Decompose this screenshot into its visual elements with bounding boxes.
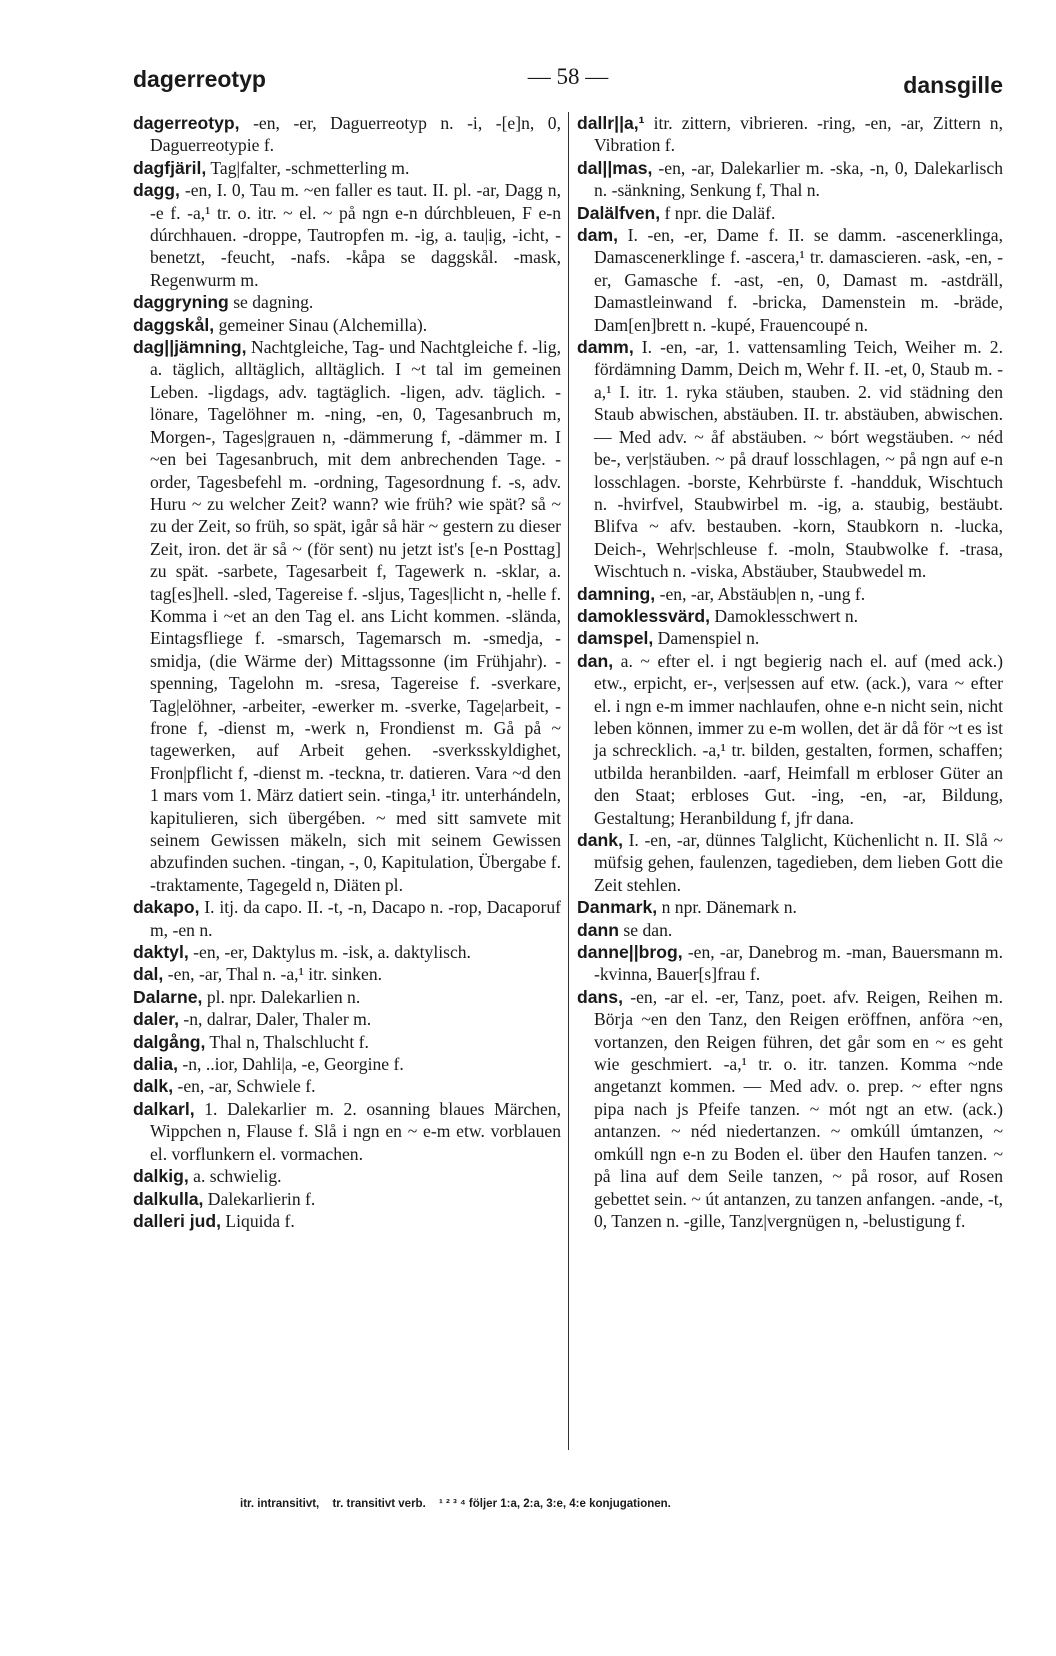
entry-headword: damning, <box>577 583 656 604</box>
entry-headword: dag||jämning, <box>133 337 247 358</box>
entry-definition: n npr. Dänemark n. <box>657 897 797 918</box>
dictionary-entry <box>577 224 1003 336</box>
entry-headword: dank, <box>577 830 623 850</box>
dictionary-entry <box>577 919 1003 941</box>
page-number: — 58 — <box>527 64 609 89</box>
left-column <box>133 112 561 1232</box>
right-column <box>577 112 1003 1232</box>
entry-definition: -en, -er, Daguerreotyp n. -i, -[e]n, 0, Daguerreotypie f. <box>150 113 561 156</box>
left-guide-word: dagerreotyp <box>133 66 266 92</box>
entry-headword: damm, <box>577 337 634 358</box>
entry-definition: f npr. die Daläf. <box>660 202 776 223</box>
entry-definition: Tag|falter, -schmetterling m. <box>206 157 410 178</box>
entry-headword: damoklessvärd, <box>577 605 711 626</box>
entry-definition: se dagning. <box>228 292 314 313</box>
entry-definition: gemeiner Sinau (Alchemilla). <box>214 314 428 335</box>
entry-definition: -en, -ar, Abstäub|en n, -ung f. <box>655 583 866 604</box>
dictionary-entry <box>133 112 561 157</box>
entry-headword: dam, <box>577 225 619 246</box>
dictionary-entry <box>133 1031 561 1053</box>
entry-headword: danne||brog, <box>577 942 683 963</box>
entry-definition: pl. npr. Dalekarlien n. <box>202 986 361 1007</box>
entry-definition: I. itj. da capo. II. -t, -n, Dacapo n. -rop, Dacaporuf m, -en n. <box>150 897 561 940</box>
dictionary-entry <box>577 627 1003 649</box>
entry-definition: Thal n, Thalschlucht f. <box>205 1031 369 1052</box>
entry-definition: -en, I. 0, Tau m. ~en faller es taut. II. pl. -ar, Dagg n, -e f. -a,¹ tr. o. itr. ~ el. ~ på ngn e-n dúrchbleuen, F e-n dúrchhauen. -droppe, Tautropfen m. -ig, a. tau|ig, -icht, -benetzt, -feucht, -nafs. -kåpa se daggskål. -mask, Regenwurm m. <box>150 180 561 290</box>
entry-headword: dalia, <box>133 1054 178 1075</box>
entry-definition: -n, dalrar, Daler, Thaler m. <box>178 1009 372 1030</box>
entry-definition: a. ~ efter el. i ngt begierig nach el. auf (med ack.) etw., erpicht, er-, ver|sessen auf etw. (ack.), vara ~ efter el. i ngn e-m immer nachlaufen, ohne e-n nicht sein, nicht leben können, immer zu e-m wollen, det är då för ~t es ist ja schrecklich. -a,¹ tr. bilden, gestalten, formen, schaffen; utbilda heranbilden. -aarf, Heimfall m erbloser Güter an den Staat; erbloses Gut. -ing, -en, -ar, Bildung, Gestaltung; Heranbildung f, jfr dana. <box>594 650 1003 828</box>
entry-headword: Danmark, <box>577 897 658 918</box>
entry-headword: dal, <box>133 964 164 985</box>
entry-headword: dal||mas, <box>577 157 653 178</box>
entry-definition: Damenspiel n. <box>653 628 760 649</box>
entry-definition: -en, -ar, Danebrog m. -man, Bauersmann m. -kvinna, Bauer[s]frau f. <box>594 942 1003 985</box>
entry-headword: dallr||a,¹ <box>577 113 645 133</box>
entry-definition: Dalekarlierin f. <box>203 1188 316 1209</box>
dictionary-entry <box>133 179 561 291</box>
entry-headword: dalkarl, <box>133 1098 195 1119</box>
entry-definition: -en, -ar, Thal n. -a,¹ itr. sinken. <box>163 964 383 985</box>
entry-headword: daggskål, <box>133 314 215 335</box>
dictionary-entry <box>577 336 1003 582</box>
footer-conjugations: ¹ ² ³ ⁴ följer 1:a, 2:a, 3:e, 4:e konjugationen. <box>438 1498 671 1510</box>
entry-headword: dann <box>577 919 620 940</box>
dictionary-entry <box>133 1008 561 1030</box>
dictionary-entry <box>133 336 561 896</box>
dictionary-entry <box>577 941 1003 986</box>
dictionary-entry <box>577 896 1003 918</box>
entry-definition: Nachtgleiche, Tag- und Nachtgleiche f. -lig, a. täglich, alltäglich, alltäglich. I ~t tal im gemeinen Leben. -ligdags, adv. tagtäglich. -ligen, adv. täglich. -lönare, Tagelöhner m. -ning, -en, 0, Tagesanbruch m, Morgen-, Tages|grauen n, -dämmerung f, -dämmer m. I ~en bei Tagesanbruch, mit dem anbrechenden Tage. -order, Tagesbefehl m. -ordning, Tagesordnung f. -s, adv. Huru ~ zu welcher Zeit? wann? wie früh? wie spät? så ~ zu der Zeit, so früh, so spät, igår så här ~ gestern zu dieser Zeit, iron. det är så ~ (för sent) nu jetzt ist's [e-n Posttag] zu spät. -sarbete, Tagesarbeit f, Tagewerk n. -sklar, a. tag[es]hell. -sled, Tagereise f. -sljus, Tages|licht n, -helle f. Komma i ~et an den Tag el. ans Licht kommen. -slända, Eintagsfliege f. -smarsch, Tagemarsch m. -smedja, -smidja, (die Wärme der) Mittagssonne (im Frühjahr). -spenning, Tagelohn m. -sresa, Tagereise f. -sverkare, Tag|elöhner, -arbeiter, -ewerker m. -sverke, Tage|arbeit, -frone f, -dienst m, -werk n, Frondienst m. Gå på ~ tagewerken, auf Arbeit gehen. -sverksskyldighet, Fron|pflicht f, -dienst m. -teckna, tr. datieren. Vara ~d den 1 mars vom 1. März datiert sein. -tinga,¹ itr. unterhándeln, kapitulieren, sich übergében. ~ med sitt samvete mit seinem Gewissen mäkeln, sich mit seinem Gewissen abzufinden suchen. -tingan, -, 0, Kapitulation, Übergabe f. -traktamente, Tagegeld n, Diäten pl. <box>150 337 561 895</box>
dictionary-entry <box>577 112 1003 157</box>
entry-definition: -en, -ar el. -er, Tanz, poet. afv. Reigen, Reihen m. Börja ~en den Tanz, den Reigen eröffnen, anföra ~en, vortanzen, den Reigen führen, det går som en ~ es geht wie geschmiert. -a,¹ tr. o. itr. tanzen. Komma ~nde angetanzt kommen. — Med adv. o. prep. ~ efter ngns pipa nach js Pfeife tanzen. ~ mót ngt an etw. (ack.) antanzen. ~ néd niedertanzen. ~ omkúll úmtanzen, ~ omkúll ngn e-n zu Boden el. über den Haufen tanzen. ~ på lina auf dem Seile tanzen, ~ på rosor, auf Rosen gebettet sein. ~ út antanzen, zu tanzen anfangen. -ande, -t, 0, Tanzen n. -gille, Tanz|vergnügen n, -belustigung f. <box>594 986 1003 1231</box>
entry-definition: I. -en, -ar, dünnes Talglicht, Küchenlicht n. II. Slå ~ müfsig gehen, faulenzen, tagedieben, dem lieben Gott die Zeit stehlen. <box>594 830 1003 895</box>
entry-headword: daggryning <box>133 292 229 313</box>
dictionary-entry <box>577 202 1003 224</box>
dictionary-entry <box>577 986 1003 1232</box>
entry-definition: 1. Dalekarlier m. 2. osanning blaues Märchen, Wippchen n, Flause f. Slå i ngn en ~ e-m etw. vorblauen el. vorflunkern el. vormachen. <box>150 1098 561 1164</box>
dictionary-entry <box>133 291 561 313</box>
entry-definition: Damoklesschwert n. <box>710 605 859 626</box>
footer-abbrev-tr: tr. transitivt verb. <box>332 1498 426 1510</box>
entry-definition: itr. zittern, vibrieren. -ring, -en, -ar, Zittern n, Vibration f. <box>594 113 1003 156</box>
dictionary-entry <box>133 963 561 985</box>
page-header <box>133 64 1003 104</box>
entry-headword: dalkig, <box>133 1166 189 1187</box>
dictionary-entry <box>133 1188 561 1210</box>
entry-headword: dagg, <box>133 180 180 201</box>
dictionary-entry <box>577 157 1003 202</box>
dictionary-entry <box>577 605 1003 627</box>
entry-headword: dans, <box>577 986 623 1007</box>
right-guide-word: dansgille <box>903 72 1003 98</box>
entry-headword: dalgång, <box>133 1031 206 1052</box>
dictionary-entry <box>133 1210 561 1232</box>
entry-headword: damspel, <box>577 628 654 649</box>
column-divider <box>568 112 569 1450</box>
entry-definition: -en, -ar, Dalekarlier m. -ska, -n, 0, Dalekarlisch n. -sänkning, Senkung f, Thal n. <box>594 157 1003 201</box>
entry-headword: dakapo, <box>133 897 200 918</box>
dictionary-entry <box>133 941 561 963</box>
dictionary-entry <box>133 1165 561 1187</box>
dictionary-entry <box>577 829 1003 896</box>
entry-definition: -en, -ar, Schwiele f. <box>173 1076 316 1097</box>
entry-definition: I. -en, -er, Dame f. II. se damm. -ascenerklinga, Damascenerklinge f. -ascera,¹ tr. damascieren. -ask, -en, -er, Gamasche f. -ast, -en, 0, Damast m. -astdräll, Damastleinwand f. -bricka, Damenstein m. -bräde, Dam[en]brett n. -kupé, Frauencoupé n. <box>594 225 1003 335</box>
entry-headword: dalk, <box>133 1076 174 1097</box>
dictionary-entry <box>133 896 561 941</box>
entry-definition: se dan. <box>619 919 673 940</box>
entry-definition: -n, ..ior, Dahli|a, -e, Georgine f. <box>177 1054 404 1075</box>
entry-headword: dagfjäril, <box>133 157 207 178</box>
entry-headword: dalleri jud, <box>133 1210 221 1231</box>
dictionary-entry <box>133 1098 561 1165</box>
entry-definition: I. -en, -ar, 1. vattensamling Teich, Weiher m. 2. fördämning Damm, Deich m, Wehr f. II. -et, 0, Staub m. -a,¹ I. itr. 1. ryka stäuben, stauben. 2. vid städning den Staub abwischen, abstäuben. II. tr. abstäuben, abwischen. — Med adv. ~ åf abstäuben. ~ bórt wegstäuben. ~ néd be-, ver|stäuben. ~ på drauf losschlagen, ~ på ngn auf e-n losschlagen. -borste, Kehrbürste f. -handduk, Wischtuch n. -hvirfvel, Staubwirbel m. -ig, a. staubig, bestäubt. Blifva ~ afv. bestauben. -korn, Staubkorn n. -lucka, Deich-, Wehr|schleuse f. -moln, Staubwolke f. -trasa, Wischtuch n. -viska, Abstäuber, Staubwedel m. <box>594 337 1003 582</box>
page-footer <box>240 1498 960 1522</box>
entry-definition: -en, -er, Daktylus m. -isk, a. daktylisch. <box>188 942 471 963</box>
dictionary-entry <box>133 1075 561 1097</box>
footer-abbrev-itr: itr. intransitivt, <box>240 1498 320 1510</box>
dictionary-entry <box>133 986 561 1008</box>
entry-headword: dalkulla, <box>133 1188 204 1209</box>
dictionary-entry <box>577 583 1003 605</box>
dictionary-entry <box>133 157 561 179</box>
dictionary-entry <box>133 314 561 336</box>
entry-definition: a. schwielig. <box>188 1166 282 1187</box>
entry-headword: Dalälfven, <box>577 202 661 223</box>
entry-definition: Liquida f. <box>221 1210 295 1231</box>
dictionary-entry <box>577 650 1003 829</box>
entry-headword: dan, <box>577 650 614 671</box>
dictionary-entry <box>133 1053 561 1075</box>
entry-headword: dagerreotyp, <box>133 113 240 133</box>
entry-headword: Dalarne, <box>133 986 203 1007</box>
entry-headword: daler, <box>133 1009 179 1030</box>
entry-headword: daktyl, <box>133 942 189 963</box>
